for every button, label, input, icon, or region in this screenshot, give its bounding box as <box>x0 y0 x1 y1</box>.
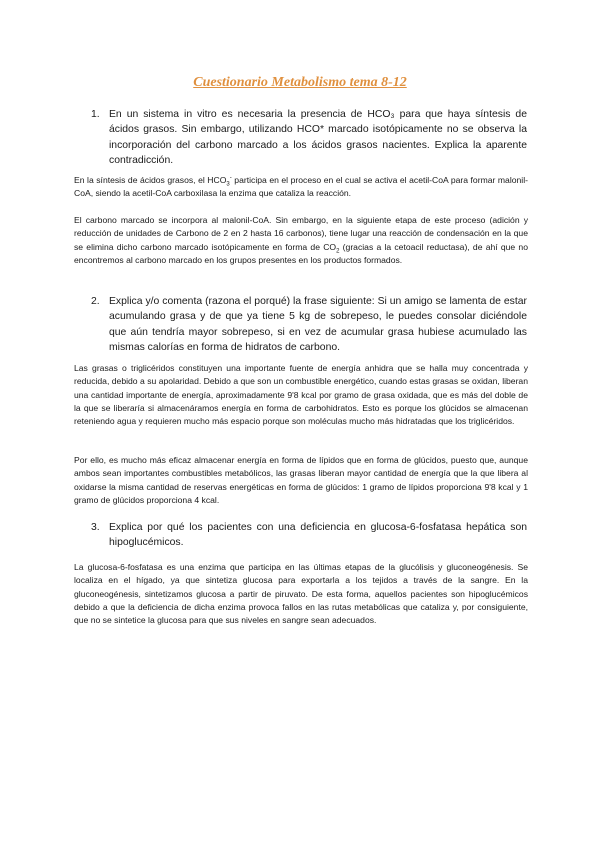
answer-text: El carbono marcado se incorpora al malonil-CoA. Sin embargo, en la siguiente etapa de este proceso (adición y reducción de unidades de Carbono de 2 en 2 hasta 16 carbonos), tiene lugar una reacción de condensación en la que se elimina dicho carbono marcado isotópicamente en forma de CO <box>74 215 528 252</box>
question-3 <box>91 520 527 551</box>
question-number: 1. <box>91 109 100 120</box>
question-number: 2. <box>91 296 100 307</box>
answer-2-paragraph-1: Las grasas o triglicéridos constituyen una importante fuente de energía anhidra que se halla muy concentrada y reducida, debido a su apolaridad. Debido a que son un combustible energético, cuando estas grasas se oxidan, liberan una cantidad importante de energía, aproximadamente 9'8 kcal por gramo de grasa oxidada, que es más del doble de la que se liberaría si almacenáramos energía en forma de carbohidratos. Esto es porque los glúcidos se almacenan reteniendo agua y requieren mucho más espacio porque son moléculas mucho más hidratadas que los triglicéridos. <box>74 363 528 427</box>
question-2 <box>91 294 527 355</box>
answer-3-paragraph-1: La glucosa-6-fosfatasa es una enzima que participa en las últimas etapas de la glucólisis y gluconeogénesis. Se localiza en el hígado, ya que sintetiza glucosa para exportarla a los tejidos a través de la sangre. En la gluconeogénesis, sintetizamos glucosa a partir de piruvato. De esta forma, aquellos pacientes son hipoglucémicos debido a que la deficiencia de dicha enzima provoca fallos en las rutas metabólicas que cataliza y, por consiguiente, que no se sintetice la glucosa para que sus niveles en sangre sean adecuados. <box>74 562 528 626</box>
page-title: Cuestionario Metabolismo tema 8-12 <box>193 75 407 90</box>
answer-1-paragraph-2 <box>74 214 528 267</box>
answer-2-paragraph-2: Por ello, es mucho más eficaz almacenar energía en forma de lípidos que en forma de glúcidos, puesto que, aunque ambos sean importantes combustibles metabólicos, las grasas liberan mayor cantidad de energía que la que libera al oxidarse la misma cantidad de reservas energéticas en forma de glúcidos: 1 gramo de lípidos proporciona 9'8 kcal y 1 gramo de glúcidos proporciona 4 kcal. <box>74 455 528 505</box>
answer-text: En la síntesis de ácidos grasos, el HCO <box>74 175 227 185</box>
question-text: Explica por qué los pacientes con una deficiencia en glucosa-6-fosfatasa hepática son hipoglucémicos. <box>109 522 527 549</box>
subscript: 3 <box>226 181 230 188</box>
answer-text: (gracias a la cetoacil reductasa), de ahí que no encontremos al carbono marcado en los grupos presentes en los productos formados. <box>74 241 528 265</box>
question-text: En un sistema in vitro es necesaria la presencia de HCO₃ para que haya síntesis de ácidos grasos. Sin embargo, utilizando HCO* marcado isotópicamente no se observa la incorporación del carbono marcado a los ácidos grasos nacientes. Explica la aparente contradicción. <box>109 109 527 166</box>
question-number: 3. <box>91 522 100 533</box>
question-1 <box>91 107 527 168</box>
question-text: Explica y/o comenta (razona el porqué) la frase siguiente: Si un amigo se lamenta de estar acumulando grasa y de que ya tiene 5 kg de sobrepeso, le puedes consolar diciéndole que aún tendría mayor sobrepeso, si en vez de acumular grasa hubiese acumulado las mismas calorías en forma de hidratos de carbono. <box>109 296 527 353</box>
superscript: - <box>229 175 232 182</box>
subscript: 2 <box>336 248 340 255</box>
answer-text: participa en el proceso en el cual se activa el acetil-CoA para formar malonil-CoA, siendo la acetil-CoA carboxilasa la enzima que cataliza la reacción. <box>74 175 528 199</box>
answer-1-paragraph-1 <box>74 174 528 201</box>
